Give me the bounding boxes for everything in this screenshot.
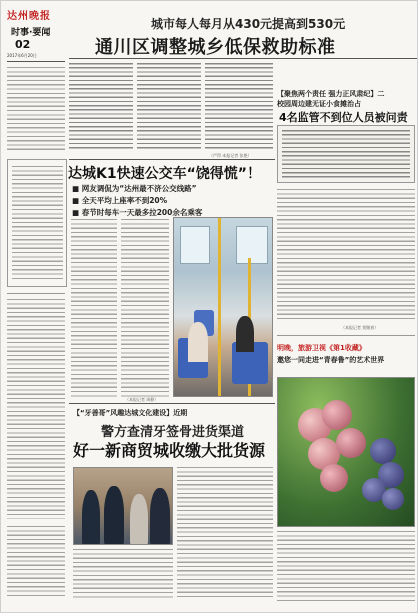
bus-window — [180, 226, 210, 264]
bus-bullet-3: ■ 春节时每车一天最多拉200余名乘客 — [72, 208, 203, 217]
main-text-col-1 — [73, 549, 173, 599]
side-text — [277, 189, 415, 321]
bus-passenger — [236, 316, 254, 352]
side-rule — [277, 335, 415, 336]
grape — [320, 464, 348, 492]
grape — [370, 438, 396, 464]
newspaper-logo: 达州晚报 — [7, 11, 51, 22]
bus-pole — [218, 218, 221, 397]
left-text-top — [7, 67, 65, 153]
left-footer-info — [7, 526, 65, 598]
grape — [382, 488, 404, 510]
left-rule — [7, 293, 65, 294]
person-figure — [130, 494, 148, 545]
main-kicker: 【“牙善哥”风趣达城文化建设】近期 — [73, 409, 188, 417]
side-title: 4名监管不到位人员被问责 — [279, 111, 408, 124]
person-figure — [104, 486, 124, 545]
grape — [336, 428, 366, 458]
bus-window — [236, 226, 268, 264]
masthead-rule — [7, 61, 65, 62]
lead-byline: （严得 本报记者 张艳） — [209, 153, 252, 158]
ad-title-2: 邀您一同走进“青春鲁”的艺术世界 — [277, 356, 385, 364]
left-sidebar-box — [7, 159, 67, 287]
page-number: 02 — [15, 38, 31, 51]
person-figure — [82, 490, 100, 545]
lead-text-col-1 — [69, 63, 133, 151]
main-title-1: 警方查清牙签骨进货渠道 — [101, 425, 245, 440]
bus-rule-top — [69, 159, 275, 160]
person-figure — [150, 488, 170, 545]
bus-text-col-1 — [71, 219, 117, 397]
lead-title: 通川区调整城乡低保救助标准 — [95, 37, 336, 58]
grape — [322, 400, 352, 430]
bus-passenger — [188, 322, 208, 362]
ad-title: 明晚，旅游卫视《第1收藏》 — [277, 344, 366, 352]
side-kicker: 【聚焦两个责任 强力正风肃纪】二 — [277, 90, 385, 98]
left-text-bottom — [7, 299, 65, 519]
issue-date: 2017年6月20日 — [7, 53, 37, 58]
lead-text-col-2 — [137, 63, 201, 151]
left-sidebar-text — [12, 166, 63, 281]
main-rule-top — [69, 403, 275, 404]
ad-text — [277, 531, 415, 601]
side-intro-text — [282, 130, 410, 178]
bus-text-col-2 — [121, 219, 169, 397]
main-title-2: 好一新商贸城收缴大批货源 — [73, 441, 266, 460]
main-text-col-2 — [177, 467, 273, 599]
bus-bullet-2: ■ 全天平均上座率不到20% — [72, 196, 168, 205]
lead-rule — [69, 58, 417, 59]
lead-kicker: 城市每人每月从430元提高到530元 — [151, 17, 346, 31]
bus-byline: （本报记者 周静） — [125, 397, 159, 402]
bus-title: 达城K1快速公交车“饶得慌”！ — [68, 166, 261, 182]
bus-interior-photo — [173, 217, 273, 397]
bus-bullet-1: ■ 网友调侃为“达州最不济公交线路” — [72, 184, 197, 193]
section-name: 时事·要闻 — [11, 28, 51, 38]
side-byline: （本报记者 贾继春） — [341, 325, 379, 330]
grape-artwork-photo — [277, 377, 415, 527]
lead-text-col-3 — [205, 63, 273, 151]
police-photo — [73, 467, 173, 545]
side-kicker-2: 校园周边建无证小食摊治占 — [277, 100, 361, 108]
side-intro-box — [277, 125, 415, 183]
